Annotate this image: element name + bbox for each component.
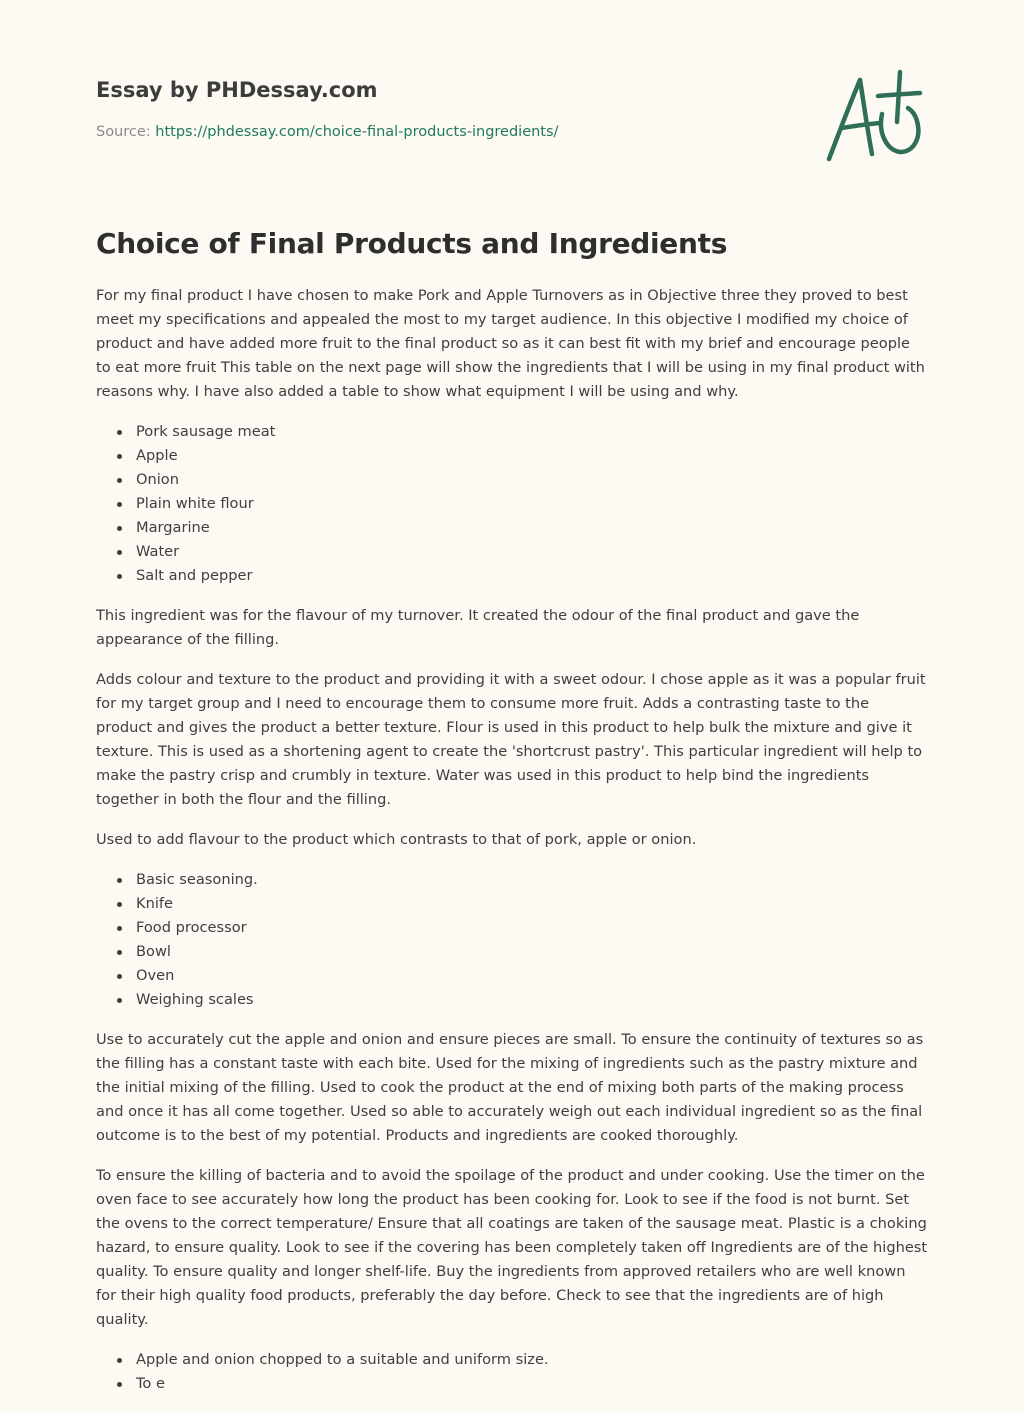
- list-item: Oven: [136, 964, 928, 988]
- list-item: Food processor: [136, 916, 928, 940]
- list-item: Onion: [136, 468, 928, 492]
- equipment-list: [96, 868, 928, 1012]
- list-item: Bowl: [136, 940, 928, 964]
- ingredients-list: [96, 420, 928, 588]
- paragraph-intro: For my final product I have chosen to make Pork and Apple Turnovers as in Objective three they proved to best meet my specifications and appealed the most to my target audience. In this objective I modified my choice of product and have added more fruit to the final product so as it can best fit with my brief and encourage people to eat more fruit This table on the next page will show the ingredients that I will be using in my final product with reasons why. I have also added a table to show what equipment I will be using and why.: [96, 287, 925, 400]
- site-brand: Essay by PHDessay.com: [96, 78, 378, 102]
- checks-list: [96, 1348, 928, 1396]
- source-label: Source:: [96, 124, 156, 140]
- article-title: Choice of Final Products and Ingredients: [96, 227, 728, 260]
- list-item: Basic seasoning.: [136, 868, 928, 892]
- list-item: Water: [136, 540, 928, 564]
- list-item: Margarine: [136, 516, 928, 540]
- list-item: Apple: [136, 444, 928, 468]
- list-item: Weighing scales: [136, 988, 928, 1012]
- list-item: To e: [136, 1372, 928, 1396]
- paragraph-equipment-reasons: Use to accurately cut the apple and onion and ensure pieces are small. To ensure the continuity of textures so as the filling has a constant taste with each bite. Used for the mixing of ingredients such as the pastry mixture and the initial mixing of the filling. Used to cook the product at the end of mixing both parts of the making process and once it has all come together. Used so able to accurately weigh out each individual ingredient so as the final outcome is to the best of my potential. Products and ingredients are cooked thoroughly.: [96, 1031, 924, 1144]
- paragraph-ingredients-reasons: Adds colour and texture to the product and providing it with a sweet odour. I chose apple as it was a popular fruit for my target group and I need to encourage them to consume more fruit. Adds a contrasting taste to the product and gives the product a better texture. Flour is used in this product to help bulk the mixture and give it texture. This is used as a shortening agent to create the 'shortcrust pastry'. This particular ingredient will help to make the pastry crisp and crumbly in texture. Water was used in this product to help bind the ingredients together in both the flour and the filling.: [96, 671, 926, 808]
- list-item: Salt and pepper: [136, 564, 928, 588]
- paragraph-quality: To ensure the killing of bacteria and to avoid the spoilage of the product and under cooking. Use the timer on the oven face to see accurately how long the product has been cooking for. Look to see if the food is not burnt. Set the ovens to the correct temperature/ Ensure that all coatings are taken of the sausage meat. Plastic is a choking hazard, to ensure quality. Look to see if the covering has been completely taken off Ingredients are of the highest quality. To ensure quality and longer shelf-life. Buy the ingredients from approved retailers who are well known for their high quality food products, preferably the day before. Check to see that the ingredients are of high quality.: [96, 1167, 928, 1328]
- list-item: Pork sausage meat: [136, 420, 928, 444]
- list-item: Apple and onion chopped to a suitable and uniform size.: [136, 1348, 928, 1372]
- list-item: Plain white flour: [136, 492, 928, 516]
- list-item: Knife: [136, 892, 928, 916]
- source-line: [96, 122, 796, 142]
- source-link[interactable]: https://phdessay.com/choice-final-products-ingredients/: [155, 124, 559, 140]
- essay-header: [96, 76, 796, 142]
- article: [96, 226, 928, 1412]
- paragraph-pork: This ingredient was for the flavour of my turnover. It created the odour of the final product and gave the appearance of the filling.: [96, 607, 860, 648]
- paragraph-seasoning: Used to add flavour to the product which contrasts to that of pork, apple or onion.: [96, 831, 697, 848]
- a-plus-logo-icon: [820, 66, 930, 166]
